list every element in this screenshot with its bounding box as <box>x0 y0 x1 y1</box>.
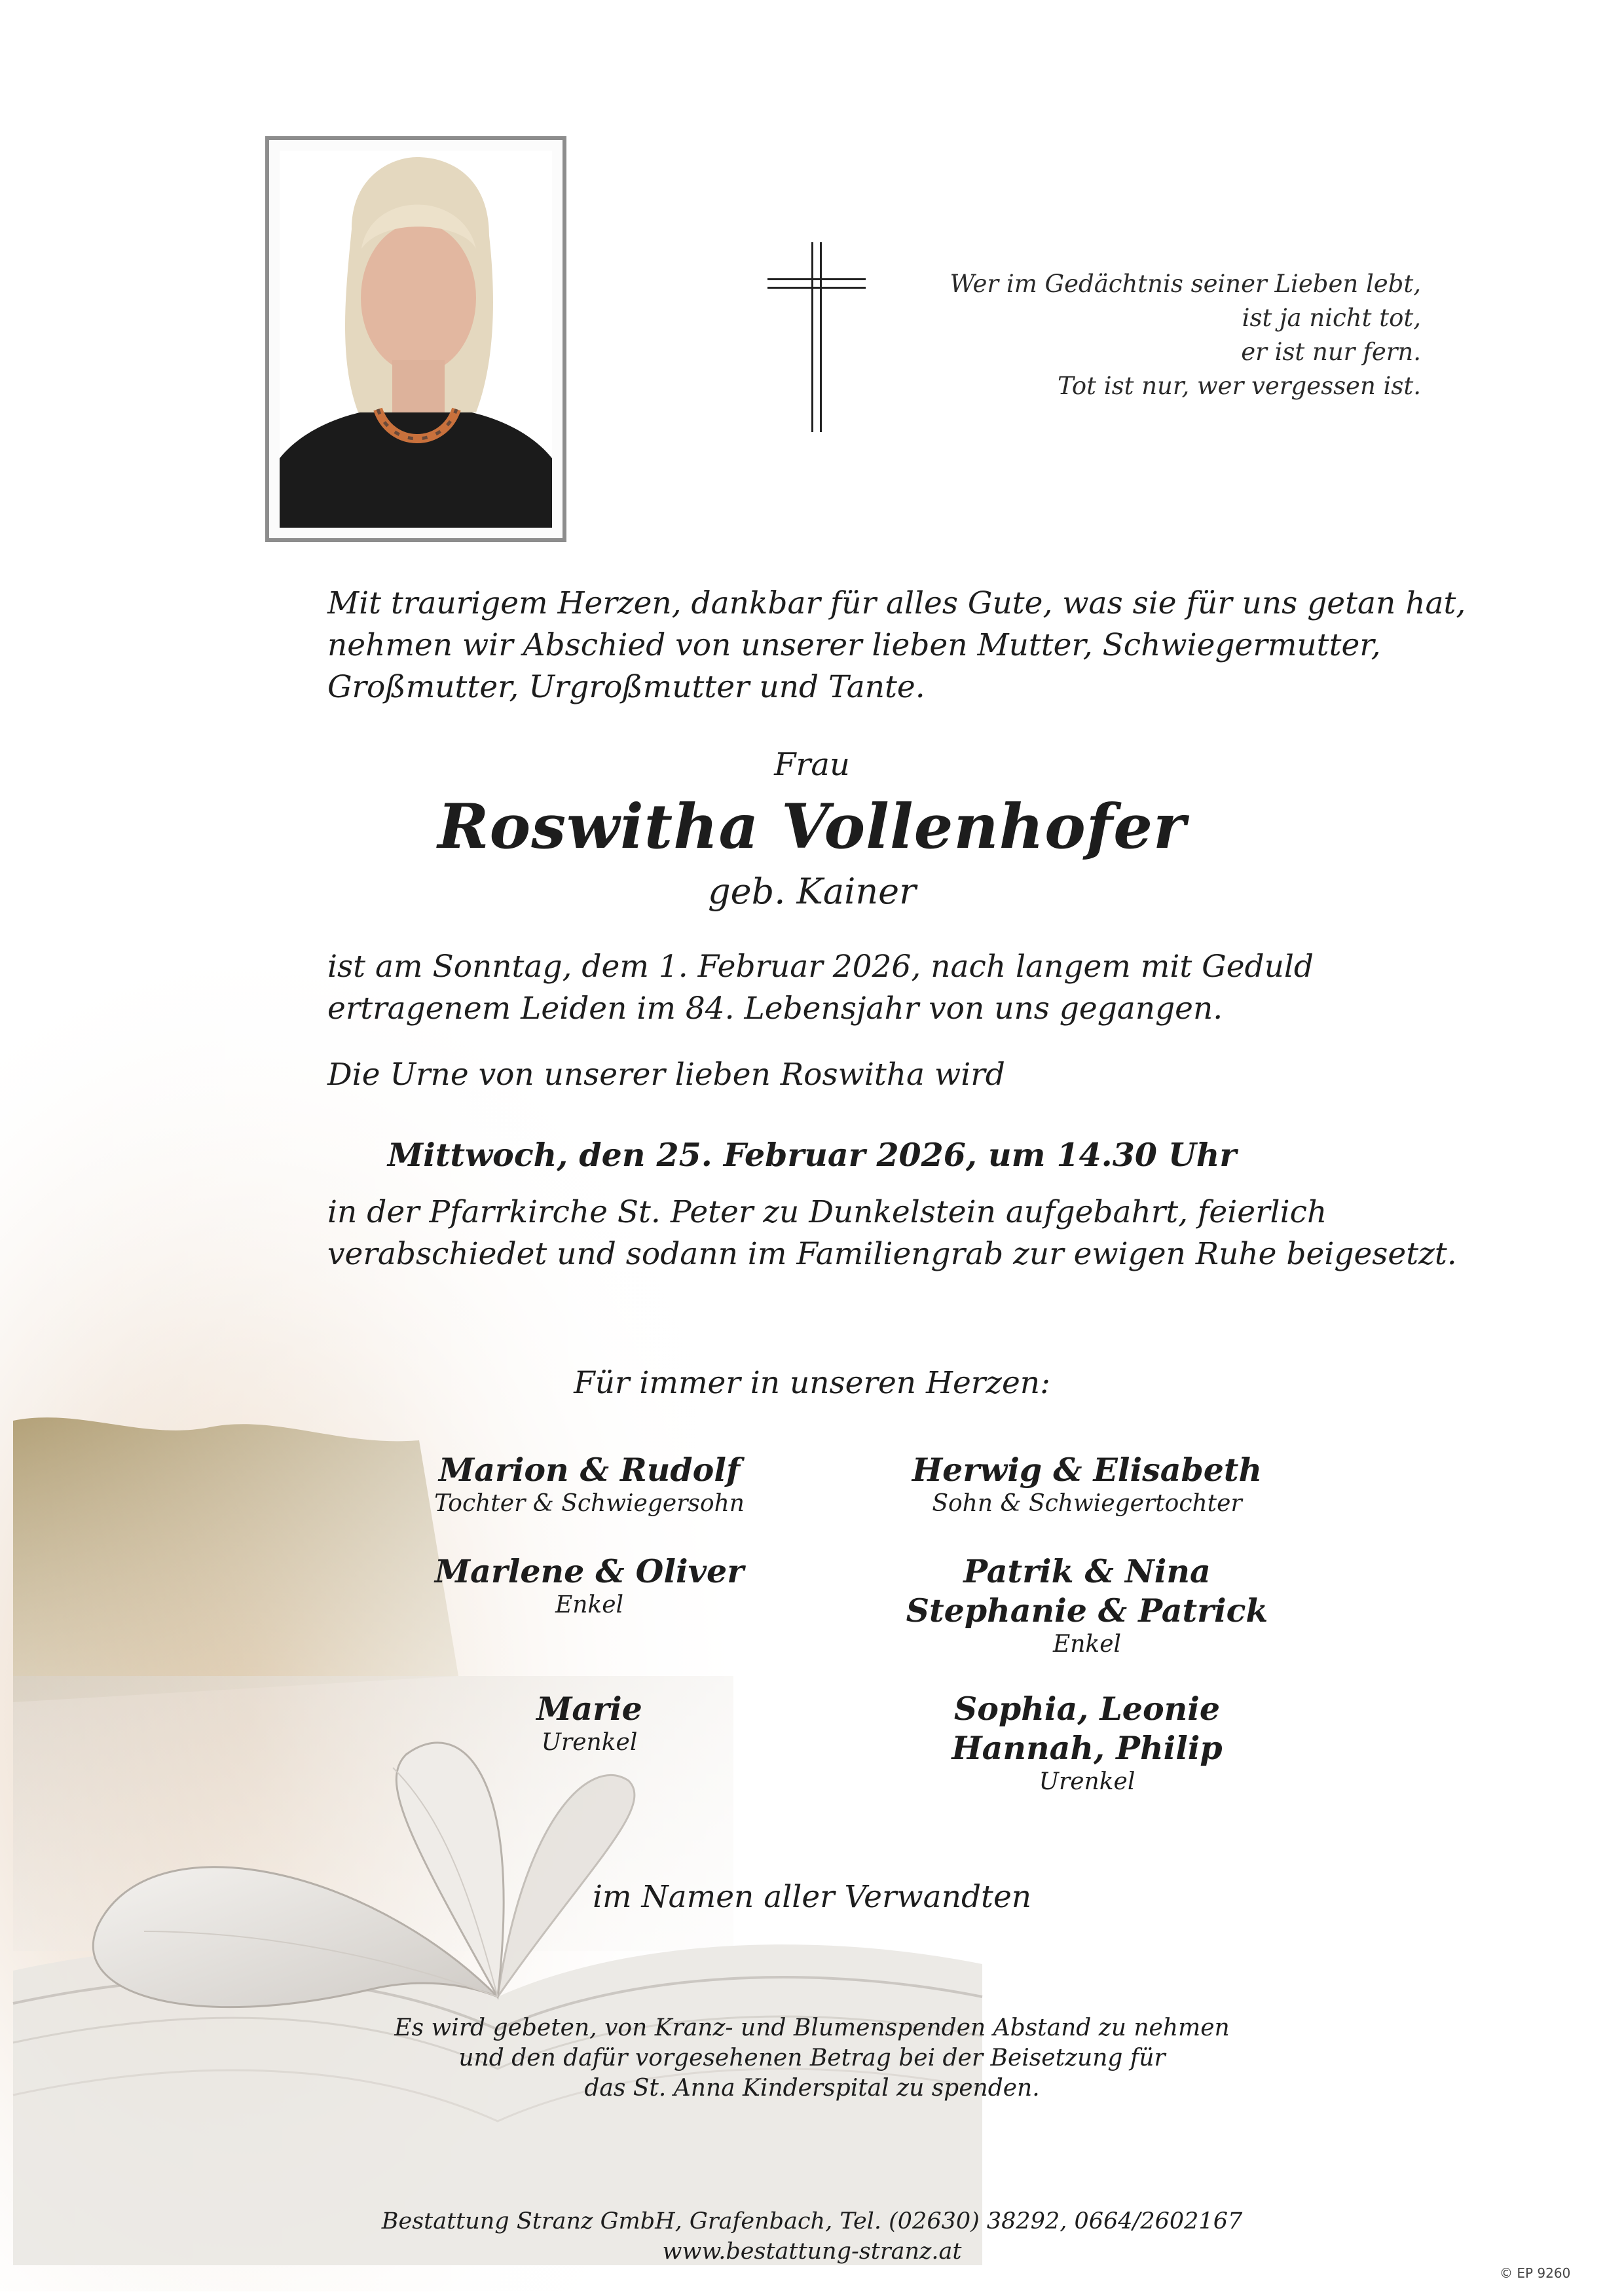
family-names: Sophia, Leonie <box>953 1690 1221 1728</box>
ceremony-paragraph <box>327 1192 1457 1275</box>
death-line: ist am Sonntag, dem 1. Februar 2026, nach langem mit Geduld <box>327 949 1314 985</box>
family-group <box>851 1689 1323 1796</box>
family-group <box>354 1689 825 1757</box>
on-behalf-line: im Namen aller Verwandten <box>592 1879 1032 1915</box>
family-relation: Urenkel <box>541 1729 638 1756</box>
family-names: Marie <box>536 1690 642 1728</box>
quote-line: Wer im Gedächtnis seiner Lieben lebt, <box>950 270 1421 298</box>
family-relation: Enkel <box>1052 1631 1122 1658</box>
family-group <box>354 1450 825 1518</box>
family-names: Herwig & Elisabeth <box>912 1451 1263 1489</box>
ceremony-line: verabschiedet und sodann im Familiengrab zur ewigen Ruhe beigesetzt. <box>327 1236 1457 1272</box>
forever-heading: Für immer in unseren Herzen: <box>574 1365 1050 1401</box>
family-group <box>851 1450 1323 1518</box>
family-relation: Sohn & Schwiegertochter <box>932 1490 1242 1517</box>
urn-intro <box>327 1054 1323 1096</box>
deceased-name: Roswitha Vollenhofer <box>437 791 1187 863</box>
company-info: Bestattung Stranz GmbH, Grafenbach, Tel. (02630) 38292, 0664/2602167 <box>381 2208 1243 2234</box>
donation-line: Es wird gebeten, von Kranz- und Blumenspenden Abstand zu nehmen <box>394 2014 1230 2041</box>
portrait-frame <box>265 136 566 542</box>
family-names: Hannah, Philip <box>951 1729 1223 1767</box>
salutation: Frau <box>774 746 850 783</box>
website-link[interactable]: www.bestattung-stranz.at <box>662 2238 962 2265</box>
death-paragraph <box>327 946 1323 1030</box>
quote-line: Tot ist nur, wer vergessen ist. <box>1058 372 1421 400</box>
donation-line: das St. Anna Kinderspital zu spenden. <box>584 2075 1040 2102</box>
family-relation: Tochter & Schwiegersohn <box>434 1490 745 1517</box>
portrait-photo <box>280 151 552 528</box>
intro-line: Großmutter, Urgroßmutter und Tante. <box>327 669 925 705</box>
cross-icon <box>767 242 866 432</box>
family-relation: Enkel <box>555 1592 624 1618</box>
ceremony-line: in der Pfarrkirche St. Peter zu Dunkelstein aufgebahrt, feierlich <box>327 1194 1327 1230</box>
quote-line: er ist nur fern. <box>1241 338 1421 366</box>
quote-line: ist ja nicht tot, <box>1242 304 1421 332</box>
family-names: Marlene & Oliver <box>434 1552 745 1590</box>
donation-line: und den dafür vorgesehenen Betrag bei der Beisetzung für <box>458 2045 1166 2071</box>
family-relation: Urenkel <box>1039 1768 1135 1795</box>
family-names: Patrik & Nina <box>963 1552 1211 1590</box>
urn-intro-line: Die Urne von unserer lieben Roswitha wird <box>327 1057 1005 1093</box>
intro-line: Mit traurigem Herzen, dankbar für alles Gute, was sie für uns getan hat, <box>327 585 1466 621</box>
family-group <box>851 1552 1323 1659</box>
ceremony-date: Mittwoch, den 25. Februar 2026, um 14.30 Uhr <box>387 1136 1237 1174</box>
birth-name: geb. Kainer <box>708 871 916 912</box>
family-names: Marion & Rudolf <box>438 1451 741 1489</box>
death-line: ertragenem Leiden im 84. Lebensjahr von uns gegangen. <box>327 991 1223 1027</box>
intro-line: nehmen wir Abschied von unserer lieben Mutter, Schwiegermutter, <box>327 627 1381 663</box>
intro-paragraph <box>327 583 1466 708</box>
funeral-home-footer <box>0 2206 1624 2267</box>
form-code: © EP 9260 <box>1500 2265 1571 2281</box>
family-group <box>354 1552 825 1620</box>
family-names: Stephanie & Patrick <box>906 1592 1268 1630</box>
donation-note <box>0 2013 1624 2104</box>
memorial-quote <box>950 267 1421 403</box>
